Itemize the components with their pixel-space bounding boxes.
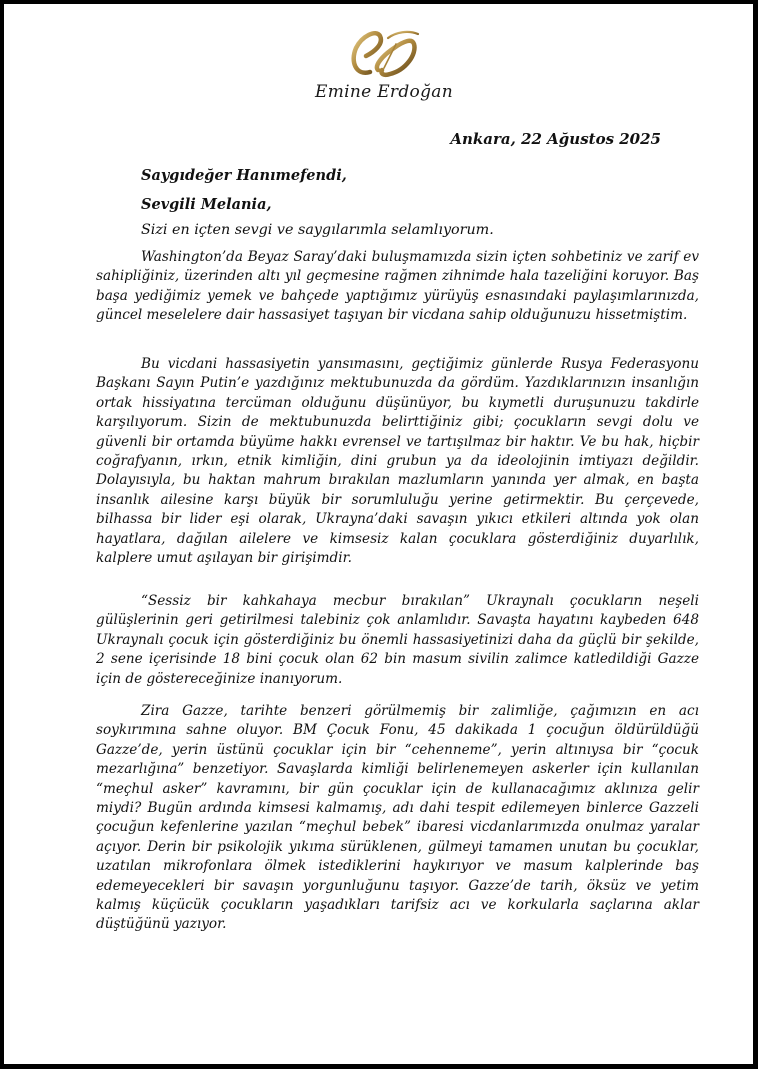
salutation-personal: Sevgili Melania, — [141, 196, 272, 213]
letter-paragraph-4 — [96, 702, 699, 935]
date-line: Ankara, 22 Ağustos 2025 — [450, 130, 661, 148]
paragraph-text: Washington’da Beyaz Saray’daki buluşmamızda sizin içten sohbetiniz ve zarif ev sahipliğiniz, üzerinden altı yıl geçmesine rağmen zihnimde hala tazeliğini koruyor. Baş başa yediğimiz yemek ve bahçede yaptığımız yürüyüş esnasındaki paylaşımlarınızda, güncel meselelere dair hassasiyet taşıyan bir vicdana sahip olduğunuzu hissetmiştim. — [96, 249, 699, 324]
paragraph-text: Bu vicdani hassasiyetin yansımasını, geçtiğimiz günlerde Rusya Federasyonu Başkanı Sayın Putin’e yazdığınız mektubunuzda da gördüm. Yazdıklarınızın insanlığın ortak hissiyatına tercüman olduğunu düşünüyor, bu kıymetli duruşunuzu takdirle karşılıyorum. Sizin de mektubunuzda belirttiğiniz gibi; çocukların sevgi dolu ve güvenli bir ortamda büyüme hakkı evrensel ve tartışılmaz bir haktır. Ve bu hak, hiçbir coğrafyanın, ırkın, etnik kimliğin, dini grubun ya da ideolojinin imtiyazı değildir. Dolayısıyla, bu haktan mahrum bırakılan mazlumların yanında yer almak, en başta insanlık ailesine karşı büyük bir sorumluluğu yerine getirmektir. Bu çerçevede, bilhassa bir lider eşi olarak, Ukrayna’daki savaşın yıkıcı etkileri altında yok olan hayatlara, dağılan ailelere ve kimsesiz kalan çocuklara gösterdiğiniz duyarlılık, kalplere umut aşılayan bir girişimdir. — [96, 356, 699, 567]
salutation-formal: Saygıdeğer Hanımefendi, — [141, 167, 347, 184]
letterhead-logo — [304, 26, 464, 116]
letterhead-name: Emine Erdoğan — [315, 82, 453, 102]
greeting-line: Sizi en içten sevgi ve saygılarımla selamlıyorum. — [141, 222, 494, 238]
letter-paragraph-2 — [96, 355, 699, 568]
paragraph-text: Zira Gazze, tarihte benzeri görülmemiş bir zalimliğe, çağımızın en acı soykırımına sahne oluyor. BM Çocuk Fonu, 45 dakikada 1 çocuğun öldürüldüğü Gazze’de, yerin üstünü çocuklar için bir “cehenneme”, yerin altınıysa bir “çocuk mezarlığına” benzetiyor. Savaşlarda kimliği belirlenemeyen askerler için kullanılan “meçhul asker” kavramını, bir gün çocuklar için de kullanacağımız aklınıza gelir miydi? Bugün ardında kimsesi kalmamış, adı dahi tespit edilemeyen binlerce Gazzeli çocuğun kefenlerine yazılan “meçhul bebek” ibaresi vicdanlarımızda onulmaz yaralar açıyor. Derin bir psikolojik yıkıma sürüklenen, gülmeyi tamamen unutan bu çocuklar, uzatılan mikrofonlara ölmek istediklerini haykırıyor ve masum kalplerinde baş edemeyecekleri bir savaşın yorgunluğunu taşıyor. Gazze’de tarih, öksüz ve yetim kalmış küçücük çocukların yaşadıkları tarifsiz acı ve korkularla saçlarına aklar düştüğünü yazıyor. — [96, 703, 699, 933]
letter-paragraph-3 — [96, 592, 699, 689]
letter-paragraph-1 — [96, 248, 699, 326]
paragraph-text: “Sessiz bir kahkahaya mecbur bırakılan” Ukraynalı çocukların neşeli gülüşlerinin geri getirilmesi talebiniz çok anlamlıdır. Savaşta hayatını kaybeden 648 Ukraynalı çocuk için gösterdiğiniz bu önemli hassasiyetinizi daha da güçlü bir şekilde, 2 sene içerisinde 18 bini çocuk olan 62 bin masum sivilin zalimce katledildiği Gazze için de göstereceğinize inanıyorum. — [96, 593, 699, 687]
ee-monogram-icon — [304, 26, 464, 82]
